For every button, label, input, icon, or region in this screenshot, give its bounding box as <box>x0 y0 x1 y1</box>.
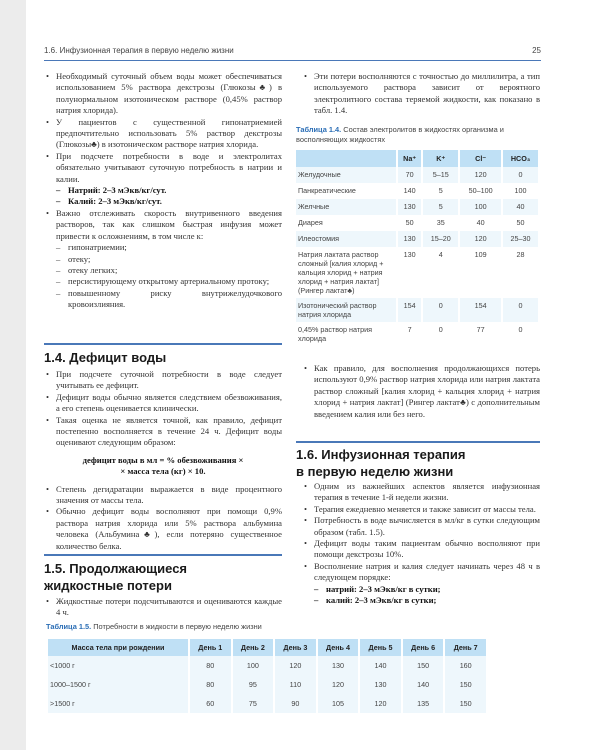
column-header: День 3 <box>275 639 316 656</box>
column-header: День 7 <box>445 639 486 656</box>
list-item: – отеку; <box>44 254 282 265</box>
table-cell: 50 <box>398 215 421 231</box>
section-heading-1-6: 1.6. Инфузионная терапия в первую неделю жизни <box>296 447 466 479</box>
table-cell: Панкреатические <box>296 183 396 199</box>
list-item: • Такая оценка не является точной, как правило, дефицит постепенно восполняется в течение 24 ч. Дефицит воды оценивают следующим образом: <box>44 415 282 449</box>
table-cell: 0 <box>503 322 538 346</box>
list-item: – персистирующему открытому артериальному протоку; <box>44 276 282 287</box>
list-item: • Обычно дефицит воды восполняют при помощи 0,9% раствора натрия хлорида или 5% раствора альбумина человека (Альбумина♣), если потеряно существенное количество белка. <box>44 506 282 552</box>
table-cell: 100 <box>460 199 501 215</box>
table-cell: >1500 г <box>48 694 188 713</box>
list-item: • У пациентов с существенной гипонатриемией предпочтительно использовать 5% раствор декстрозы (Глюкозы♣) в изотоническом растворе натрия хлорида. <box>44 117 282 151</box>
table-cell: Натрия лактата раствор сложный [калия хлорид + кальция хлорид + натрия хлорид + натрия лактат] (Рингер лактат♣) <box>296 247 396 298</box>
table-cell: 50–100 <box>460 183 501 199</box>
list-item: • Терапия ежедневно меняется и также зависит от массы тела. <box>302 504 540 515</box>
list-item: • Одним из важнейших аспектов является инфузионная терапия в течение 1-й недели жизни. <box>302 481 540 504</box>
fluid-requirements-table <box>46 639 488 713</box>
table-cell: 90 <box>275 694 316 713</box>
column-header: День 6 <box>403 639 444 656</box>
section-heading-1-5: 1.5. Продолжающиеся жидкостные потери <box>44 561 188 593</box>
table-row <box>296 247 538 298</box>
table-row <box>296 298 538 322</box>
electrolyte-table <box>294 150 540 346</box>
formula-line: дефицит воды в мл = % обезвоживания × <box>82 454 244 465</box>
list-item: – натрий: 2–3 мЭкв/кг в сутки; <box>302 584 540 595</box>
table-cell: 0,45% раствор натрия хлорида <box>296 322 396 346</box>
list-item: – калий: 2–3 мЭкв/кг в сутки; <box>302 595 540 606</box>
column-header: День 2 <box>233 639 274 656</box>
table-cell: 160 <box>445 656 486 675</box>
table-cell: 100 <box>233 656 274 675</box>
table-cell: Желчные <box>296 199 396 215</box>
right-after-table <box>302 363 540 420</box>
table-cell: 7 <box>398 322 421 346</box>
table-cell: 35 <box>423 215 458 231</box>
table-cell: 0 <box>503 167 538 183</box>
table-cell: 1000–1500 г <box>48 675 188 694</box>
table-cell: 109 <box>460 247 501 298</box>
list-item: • Как правило, для восполнения продолжающихся потерь используют 0,9% раствор натрия хлорида или натрия лактата раствор сложный [калия хлорид + кальция хлорид + натрия хлорид + натрия лактат] (Рингер лактат♣) с дополнительным введением калия или без него. <box>302 363 540 420</box>
table-cell: 130 <box>398 247 421 298</box>
table-row <box>296 199 538 215</box>
formula-line: × масса тела (кг) × 10. <box>120 466 206 477</box>
table-cell: 75 <box>233 694 274 713</box>
table-cell: 0 <box>503 298 538 322</box>
section-divider <box>44 343 282 345</box>
list-item: • Дефицит воды таким пациентам обычно восполняют при помощи декстрозы 10%. <box>302 538 540 561</box>
list-item: – Калий: 2–3 мЭкв/кг/сут. <box>44 196 282 207</box>
header-title: 1.6. Инфузионная терапия в первую неделю жизни <box>44 46 234 55</box>
table-cell: 130 <box>398 199 421 215</box>
table-cell: 95 <box>233 675 274 694</box>
section-1-6-body <box>302 481 540 606</box>
table-cell: 120 <box>275 656 316 675</box>
table-cell: 100 <box>503 183 538 199</box>
list-item: • Важно отслеживать скорость внутривенного введения растворов, так как слишком быстрая инфузия может привести к осложнениям, в том числе к: <box>44 208 282 242</box>
list-item: – гипонатриемии; <box>44 242 282 253</box>
column-header: HCO₃ <box>503 150 538 167</box>
table-cell: 140 <box>403 675 444 694</box>
table-cell: Илеостомия <box>296 231 396 247</box>
table-cell: Диарея <box>296 215 396 231</box>
table-cell: <1000 г <box>48 656 188 675</box>
table-cell: 5 <box>423 199 458 215</box>
table-1-4-caption: Таблица 1.4. Состав электролитов в жидкостях организма и восполняющих жидкостях <box>296 125 504 144</box>
table-cell: 40 <box>460 215 501 231</box>
column-header: Na⁺ <box>398 150 421 167</box>
column-header: K⁺ <box>423 150 458 167</box>
section-1-4-body <box>44 369 282 552</box>
table-row <box>48 675 486 694</box>
list-item: • Эти потери восполняются с точностью до миллилитра, а тип используемого раствора зависит от вероятного электролитного состава теряемой жидкости, как показано в табл. 1.4. <box>302 71 540 117</box>
table-cell: 0 <box>423 322 458 346</box>
column-header: День 4 <box>318 639 359 656</box>
column-header: Масса тела при рождении <box>48 639 188 656</box>
table-cell: 120 <box>460 167 501 183</box>
table-cell: 120 <box>318 675 359 694</box>
list-item: – Натрий: 2–3 мЭкв/кг/сут. <box>44 185 282 196</box>
table-cell: 130 <box>360 675 401 694</box>
table-cell: 60 <box>190 694 231 713</box>
table-cell: 154 <box>398 298 421 322</box>
column-header: День 1 <box>190 639 231 656</box>
table-cell: 28 <box>503 247 538 298</box>
column-header: День 5 <box>360 639 401 656</box>
list-item: • Жидкостные потери подсчитываются и оцениваются каждые 4 ч. <box>44 596 282 619</box>
table-cell: 150 <box>445 694 486 713</box>
table-cell: 77 <box>460 322 501 346</box>
table-cell: 135 <box>403 694 444 713</box>
list-item: • Необходимый суточный объем воды может обеспечиваться использованием 5% раствора декстрозы (Глюкозы♣) в полунормальном изотоническом растворе (0,45% раствор натрия хлорида). <box>44 71 282 117</box>
table-1-5-caption: Таблица 1.5. Потребности в жидкости в первую неделю жизни <box>46 622 262 631</box>
table-cell: 25–30 <box>503 231 538 247</box>
table-row <box>296 231 538 247</box>
table-cell: 110 <box>275 675 316 694</box>
table-cell: 150 <box>403 656 444 675</box>
list-item: – отеку легких; <box>44 265 282 276</box>
table-cell: 80 <box>190 675 231 694</box>
page-number: 25 <box>532 46 541 55</box>
table-cell: 4 <box>423 247 458 298</box>
table-cell: 0 <box>423 298 458 322</box>
table-row <box>296 322 538 346</box>
page-margin <box>0 0 26 750</box>
table-cell: 50 <box>503 215 538 231</box>
list-item: • При подсчете суточной потребности в воде следует учитывать ее дефицит. <box>44 369 282 392</box>
list-item: • Восполнение натрия и калия следует начинать через 48 ч в следующем порядке: <box>302 561 540 584</box>
section-divider <box>44 554 282 556</box>
list-item: • Дефицит воды обычно является следствием обезвоживания, а его степень оценивается клинически. <box>44 392 282 415</box>
right-intro <box>302 71 540 117</box>
table-cell: 5 <box>423 183 458 199</box>
table-cell: 154 <box>460 298 501 322</box>
table-cell: 140 <box>398 183 421 199</box>
table-cell: 5–15 <box>423 167 458 183</box>
list-item: • Степень дегидратации выражается в виде процентного значения от массы тела. <box>44 484 282 507</box>
table-cell: Желудочные <box>296 167 396 183</box>
table-cell: 105 <box>318 694 359 713</box>
section-1-5-body <box>44 596 282 619</box>
list-item: • При подсчете потребности в воде и электролитах обязательно учитывают суточную потребность в натрии и калии. <box>44 151 282 185</box>
column-header: Cl⁻ <box>460 150 501 167</box>
section-divider <box>296 441 540 443</box>
running-header <box>44 46 541 61</box>
table-cell: 80 <box>190 656 231 675</box>
list-item: • Потребность в воде вычисляется в мл/кг в сутки следующим образом (табл. 1.5). <box>302 515 540 538</box>
table-row <box>296 215 538 231</box>
table-cell: 15–20 <box>423 231 458 247</box>
list-item: – повышенному риску внутрижелудочкового кровоизлияния. <box>44 288 282 311</box>
left-intro <box>44 71 282 311</box>
table-cell: 140 <box>360 656 401 675</box>
table-cell: 40 <box>503 199 538 215</box>
table-cell: Изотонический раствор натрия хлорида <box>296 298 396 322</box>
table-cell: 130 <box>318 656 359 675</box>
table-cell: 120 <box>460 231 501 247</box>
table-cell: 120 <box>360 694 401 713</box>
section-heading-1-4: 1.4. Дефицит воды <box>44 350 167 365</box>
column-header <box>296 150 396 167</box>
table-cell: 70 <box>398 167 421 183</box>
table-row <box>48 656 486 675</box>
table-cell: 150 <box>445 675 486 694</box>
table-row <box>296 167 538 183</box>
table-cell: 130 <box>398 231 421 247</box>
table-row <box>296 183 538 199</box>
table-row <box>48 694 486 713</box>
